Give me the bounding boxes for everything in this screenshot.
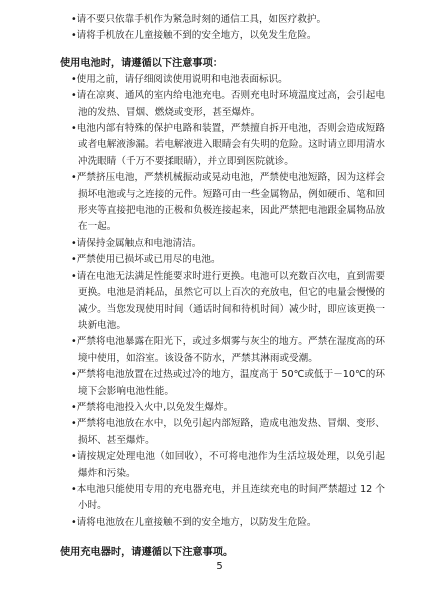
list-item: •请将手机放在儿童接触不到的安全地方，以免发生危险。 [71, 30, 317, 42]
battery-section-heading: 使用电池时，请遵循以下注意事项： [60, 57, 223, 69]
list-item: •严禁将电池放在水中，以免引起内部短路，造成电池发热、冒烟、变形、损坏、甚至爆炸。 [71, 418, 385, 446]
charger-section-heading: 使用充电器时，请遵循以下注意事项。 [60, 547, 234, 559]
list-item: •电池内部有特殊的保护电路和装置，严禁擅自拆开电池，否则会造成短路或者电解液渗漏。若电解液进入眼睛会有失明的危险。这时请立即用清水冲洗眼睛（千万不要揉眼睛），并立即到医院就诊。 [71, 123, 385, 167]
list-item: •请按规定处理电池（如回收），不可将电池作为生活垃圾处理，以免引起爆炸和污染。 [71, 451, 385, 479]
page-number: 5 [216, 561, 223, 572]
list-item: •严禁将电池暴露在阳光下，或过多烟雾与灰尘的地方。严禁在湿度高的环境中使用，如浴室。该设备不防水，严禁其淋雨或受潮。 [71, 336, 385, 364]
list-item: •本电池只能使用专用的充电器充电，并且连续充电的时间严禁超过 12 个小时。 [71, 483, 385, 512]
page-body [60, 12, 385, 561]
list-item: •严禁将电池投入火中,以免发生爆炸。 [71, 401, 234, 413]
list-item: •严禁挤压电池，严禁机械振动或晃动电池，严禁使电池短路，因为这样会损坏电池或与之连接的元件。短路可由一些金属物品，例如硬币、笔和回形夹等直接把电池的正极和负极连接起来，因此严禁把电池跟金属物品放在一起。 [71, 172, 385, 233]
list-item: •严禁将电池放置在过热或过冷的地方，温度高于 50℃或低于－10℃的环境下会影响电池性能。 [71, 369, 385, 397]
list-item: •使用之前，请仔细阅读使用说明和电池表面标识。 [71, 73, 288, 85]
list-item: •请在凉爽、通风的室内给电池充电。否则充电时环境温度过高，会引起电池的发热、冒烟、燃烧或变形，甚至爆炸。 [71, 90, 385, 118]
list-item: •请将电池放在儿童接触不到的安全地方，以防发生危险。 [71, 516, 317, 528]
list-item: •请在电池无法满足性能要求时进行更换。电池可以充数百次电，直到需要更换。电池是消耗品，虽然它可以上百次的充放电，但它的电量会慢慢的减少。当您发现使用时间（通话时间和待机时间）减少时，即应该更换一块新电池。 [71, 270, 385, 331]
list-item: •请不要只依靠手机作为紧急时刻的通信工具，如医疗救护。 [71, 14, 327, 25]
list-item: •严禁使用已损坏或已用尽的电池。 [71, 254, 221, 266]
list-item: •请保持金属触点和电池清洁。 [71, 237, 202, 249]
